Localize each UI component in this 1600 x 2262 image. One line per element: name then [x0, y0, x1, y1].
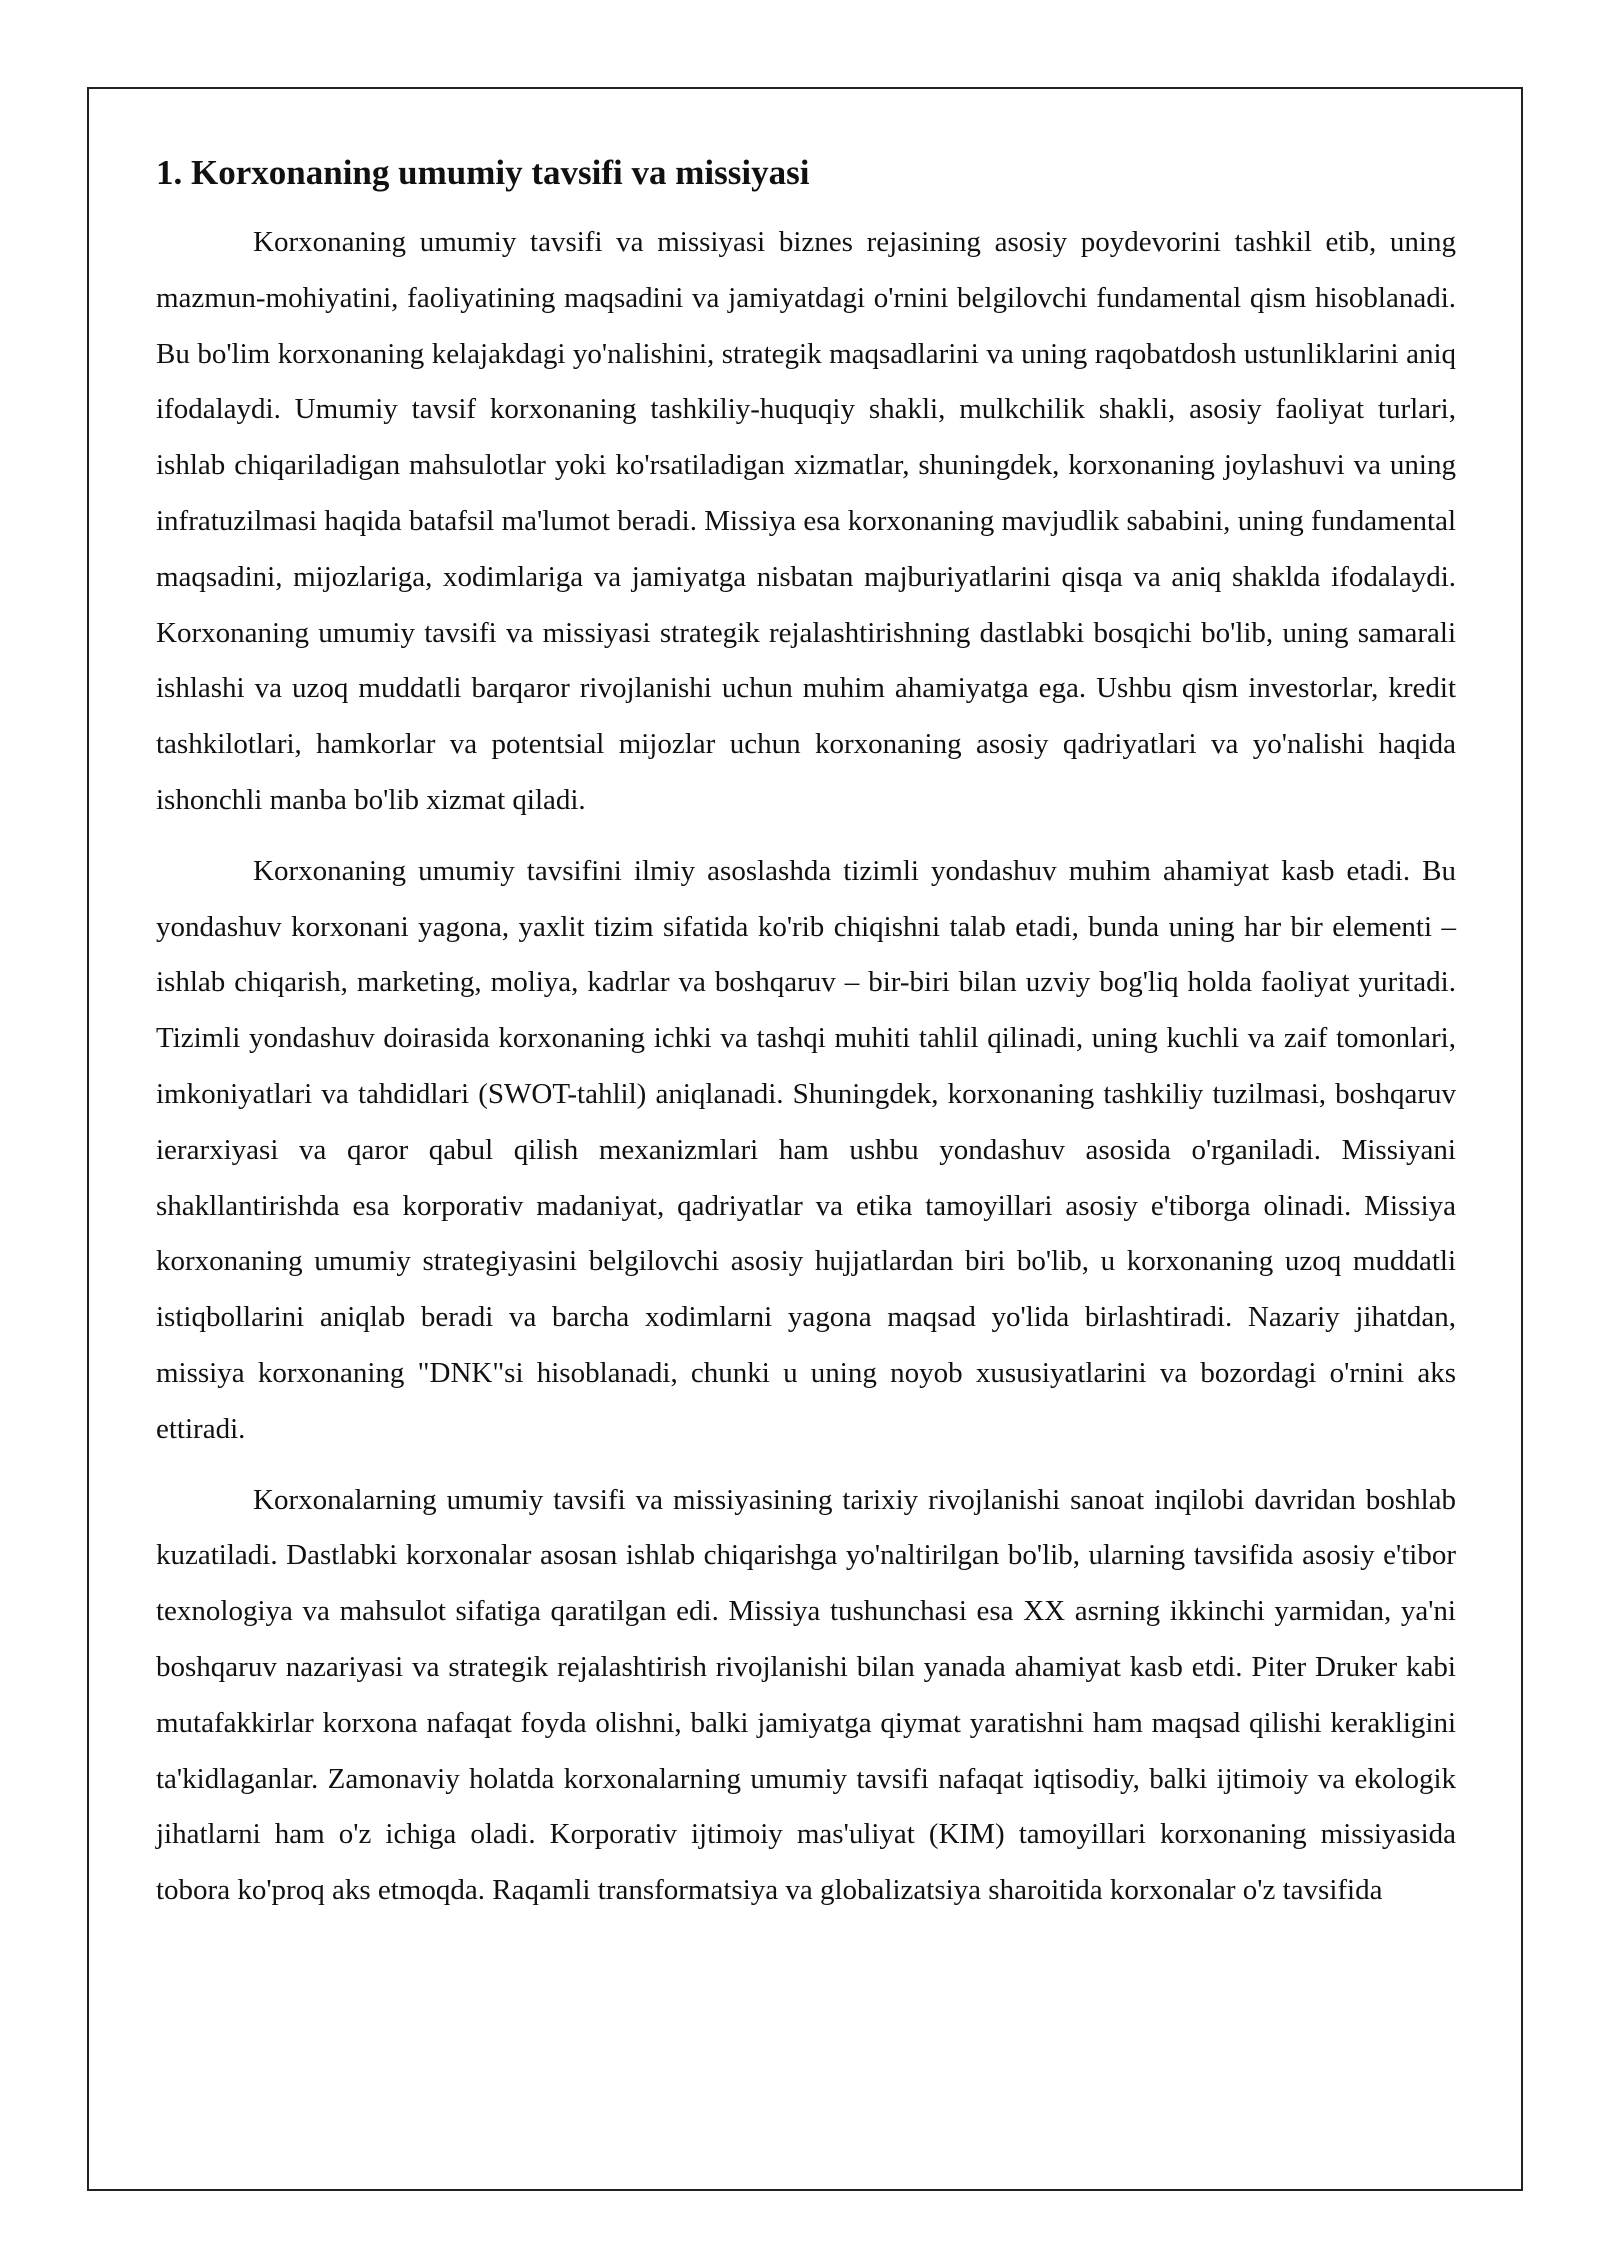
- paragraph-2: Korxonaning umumiy tavsifini ilmiy asoslashda tizimli yondashuv muhim ahamiyat kasb etadi. Bu yondashuv korxonani yagona, yaxlit tizim sifatida ko'rib chiqishni talab etadi, bunda uning har bir elementi – ishlab chiqarish, marketing, moliya, kadrlar va boshqaruv – bir-biri bilan uzviy bog'liq holda faoliyat yuritadi. Tizimli yondashuv doirasida korxonaning ichki va tashqi muhiti tahlil qilinadi, uning kuchli va zaif tomonlari, imkoniyatlari va tahdidlari (SWOT-tahlil) aniqlanadi. Shuningdek, korxonaning tashkiliy tuzilmasi, boshqaruv ierarxiyasi va qaror qabul qilish mexanizmlari ham ushbu yondashuv asosida o'rganiladi. Missiyani shakllantirishda esa korporativ madaniyat, qadriyatlar va etika tamoyillari asosiy e'tiborga olinadi. Missiya korxonaning umumiy strategiyasini belgilovchi asosiy hujjatlardan biri bo'lib, u korxonaning uzoq muddatli istiqbollarini aniqlab beradi va barcha xodimlarni yagona maqsad yo'lida birlashtiradi. Nazariy jihatdan, missiya korxonaning "DNK"si hisoblanadi, chunki u uning noyob xususiyatlarini va bozordagi o'rnini aks ettiradi.: [156, 854, 1456, 1445]
- paragraph-3: Korxonalarning umumiy tavsifi va missiyasining tarixiy rivojlanishi sanoat inqilobi davridan boshlab kuzatiladi. Dastlabki korxonalar asosan ishlab chiqarishga yo'naltirilgan bo'lib, ularning tavsifida asosiy e'tibor texnologiya va mahsulot sifatiga qaratilgan edi. Missiya tushunchasi esa XX asrning ikkinchi yarmidan, ya'ni boshqaruv nazariyasi va strategik rejalashtirish rivojlanishi bilan yanada ahamiyat kasb etdi. Piter Druker kabi mutafakkirlar korxona nafaqat foyda olishni, balki jamiyatga qiymat yaratishni ham maqsad qilishi kerakligini ta'kidlaganlar. Zamonaviy holatda korxonalarning umumiy tavsifi nafaqat iqtisodiy, balki ijtimoiy va ekologik jihatlarni ham o'z ichiga oladi. Korporativ ijtimoiy mas'uliyat (KIM) tamoyillari korxonaning missiyasida tobora ko'proq aks etmoqda. Raqamli transformatsiya va globalizatsiya sharoitida korxonalar o'z tavsifida: [156, 1483, 1456, 1907]
- document-body: [156, 149, 1456, 1934]
- section-heading: 1. Korxonaning umumiy tavsifi va missiyasi: [156, 153, 810, 192]
- paragraph-1: Korxonaning umumiy tavsifi va missiyasi biznes rejasining asosiy poydevorini tashkil etib, uning mazmun-mohiyatini, faoliyatining maqsadini va jamiyatdagi o'rnini belgilovchi fundamental qism hisoblanadi. Bu bo'lim korxonaning kelajakdagi yo'nalishini, strategik maqsadlarini va uning raqobatdosh ustunliklarini aniq ifodalaydi. Umumiy tavsif korxonaning tashkiliy-huquqiy shakli, mulkchilik shakli, asosiy faoliyat turlari, ishlab chiqariladigan mahsulotlar yoki ko'rsatiladigan xizmatlar, shuningdek, korxonaning joylashuvi va uning infratuzilmasi haqida batafsil ma'lumot beradi. Missiya esa korxonaning mavjudlik sababini, uning fundamental maqsadini, mijozlariga, xodimlariga va jamiyatga nisbatan majburiyatlarini qisqa va aniq shaklda ifodalaydi. Korxonaning umumiy tavsifi va missiyasi strategik rejalashtirishning dastlabki bosqichi bo'lib, uning samarali ishlashi va uzoq muddatli barqaror rivojlanishi uchun muhim ahamiyatga ega. Ushbu qism investorlar, kredit tashkilotlari, hamkorlar va potentsial mijozlar uchun korxonaning asosiy qadriyatlari va yo'nalishi haqida ishonchli manba bo'lib xizmat qiladi.: [156, 226, 1456, 816]
- page-frame: [87, 87, 1523, 2191]
